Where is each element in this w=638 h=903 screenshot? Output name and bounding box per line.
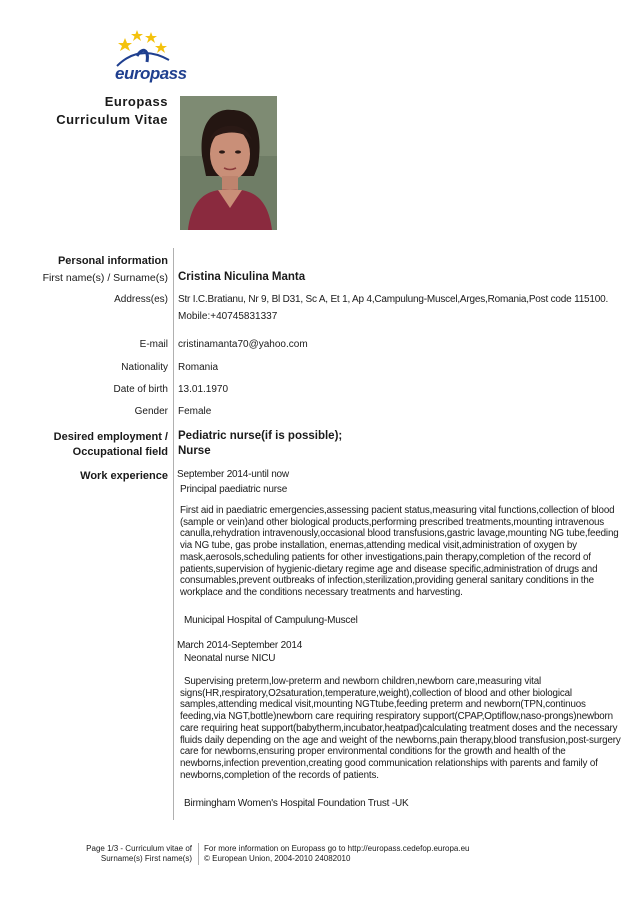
job1-description-line: canulla,rehydration intravenously,occasional blood transfusions,gastric lavage,mounting NG tube,feeding — [180, 528, 619, 540]
desired-employment-value-line2: Nurse — [178, 445, 211, 457]
dob-label: Date of birth — [113, 384, 168, 395]
profile-photo — [180, 96, 277, 230]
job2-description-line: fluids daily depending on the age and weight of the newborns,pain therapy,blood transfusion,post-surgery — [180, 734, 621, 746]
desired-employment-value-line1: Pediatric nurse(if is possible); — [178, 430, 343, 442]
job2-position: Neonatal nurse NICU — [184, 653, 276, 664]
dob-value: 13.01.1970 — [178, 384, 229, 395]
footer-page-info-line2: Surname(s) First name(s) — [100, 854, 192, 863]
job2-description-line: signs(HR,respiratory,O2saturation,temperature,weight),collection of blood and other biological — [180, 687, 572, 699]
section-personal-information: Personal information — [57, 255, 168, 267]
footer-divider — [198, 843, 199, 865]
job1-description-line: (sample or vein)and other biological products,performing prescribed treatments,mounting intravenous — [180, 516, 605, 528]
job2-description — [180, 676, 621, 781]
job1-dates: September 2014-until now — [177, 469, 289, 480]
job1-description-line: consumables,prevent outbreaks of infection,sterilization,providing general sanitary conditions in the — [180, 575, 594, 587]
job2-employer: Birmingham Women's Hospital Foundation Trust -UK — [184, 798, 409, 809]
address-value: Str I.C.Bratianu, Nr 9, Bl D31, Sc A, Et 1, Ap 4,Campulung-Muscel,Arges,Romania,Post code 115100. — [178, 294, 609, 305]
job1-description-line: workplace and the conditions necessary treatments and harvesting. — [180, 586, 463, 598]
job2-description-line: newborns,infection prevention,creating good communication relationships with parents and family of — [180, 757, 598, 769]
job2-description-line: feeding,via NGT,bottle)newborn care requiring respiratory support(CPAP,Optiflow,naso-prongs)newborn — [180, 711, 613, 723]
email-value: cristinamanta70@yahoo.com — [178, 339, 308, 350]
nationality-value: Romania — [178, 362, 219, 373]
email-label: E-mail — [139, 339, 168, 350]
job2-description-line: Supervising preterm,low-preterm and newborn children,newborn care,measuring vital — [184, 676, 542, 687]
europass-logo — [103, 20, 187, 90]
mobile-value: Mobile:+40745831337 — [178, 311, 278, 322]
job1-description — [180, 505, 619, 599]
cv-title-line1: Europass — [104, 94, 168, 109]
job2-dates: March 2014-September 2014 — [177, 640, 303, 651]
full-name: Cristina Niculina Manta — [178, 271, 306, 283]
job2-description-line: care requiring heat support(babytherm,incubator,heatpad)calculating treatment doses and the necessary — [180, 722, 618, 734]
job2-description-line: samples,attending medical visit,mounting NGTtube,feeding preterm and newborn(TPN,continuos — [180, 699, 586, 711]
portrait-image — [180, 96, 277, 230]
column-divider — [173, 248, 174, 820]
job1-description-line: patients,supervision of hygienic-dietary regime age and disease specific,administration of drugs and — [180, 563, 598, 575]
job1-position: Principal paediatric nurse — [180, 484, 288, 495]
desired-employment-label-line2: Occupational field — [72, 446, 168, 458]
footer-copyright: © European Union, 2004-2010 24082010 — [204, 854, 351, 863]
job1-employer: Municipal Hospital of Campulung-Muscel — [184, 615, 358, 626]
desired-employment-label-line1: Desired employment / — [53, 431, 168, 443]
footer-page-info-line1: Page 1/3 - Curriculum vitae of — [86, 844, 192, 853]
name-label: First name(s) / Surname(s) — [42, 272, 168, 284]
address-label: Address(es) — [114, 294, 168, 305]
gender-label: Gender — [134, 406, 168, 417]
section-work-experience: Work experience — [80, 470, 168, 482]
nationality-label: Nationality — [121, 362, 168, 373]
job1-description-line: mask,aerosols,scheduling patients for other investigations,pain therapy,completion of the record of — [180, 551, 591, 563]
footer-info-line1: For more information on Europass go to http://europass.cedefop.europa.eu — [204, 844, 470, 853]
job1-description-line: First aid in paediatric emergencies,assessing pacient status,measuring vital functions,collection of blood — [180, 505, 615, 516]
job1-description-line: via NG tube, gas probe installation, enemas,attending medical visit,administration of oxygen by — [180, 540, 577, 552]
cv-title-line2: Curriculum Vitae — [56, 112, 168, 127]
logo-wordmark: europass — [115, 64, 187, 83]
gender-value: Female — [178, 406, 212, 417]
job2-description-line: care for newborns,ensuring proper environmental conditions for the growth and health of the — [180, 746, 566, 758]
job2-description-line: newborns,completion of the records of patients. — [180, 769, 379, 781]
